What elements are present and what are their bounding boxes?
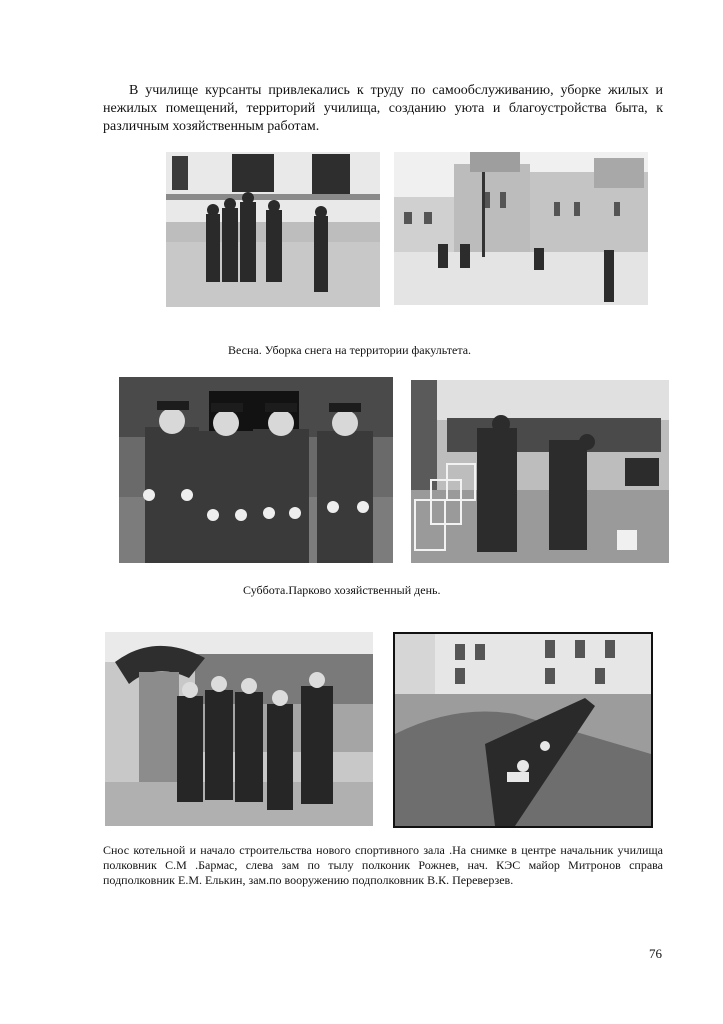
caption-demolition: Снос котельной и начало строительства нового спортивного зала .На снимке в центре начальник училища полковник С.М .Бармас, слева зам по тылу полконик Рожнев, нач. КЭС майор Митронов справа подполковник Е.М. Елькин, зам.по вооружению подполковник В.К. Переверзев. [103,843,663,887]
photo-officers-boiler [105,632,373,826]
intro-paragraph: В училище курсанты привлекались к труду по самообслуживанию, уборке жилых и нежилых помещений, территорий училища, созданию уюта и благоустройства быта, к различным хозяйственным работам. [103,83,663,134]
page-number: 76 [649,946,662,961]
caption-spring: Весна. Уборка снега на территории факультета. [228,343,472,357]
photo-four-cadets [119,377,393,563]
photo-trench-construction [393,632,653,828]
photo-snow-cleaning-square [394,152,648,305]
photo-hall-cleaning [411,380,669,563]
photo-snow-cleaning-building [166,152,380,307]
caption-saturday: Суббота.Парково хозяйственный день. [243,583,441,597]
